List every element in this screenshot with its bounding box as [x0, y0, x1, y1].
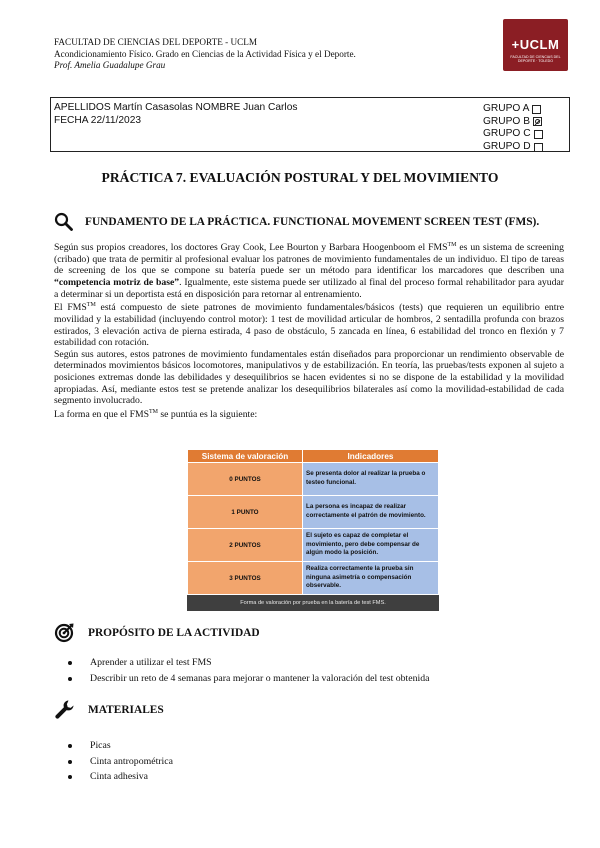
student-info: [54, 102, 297, 127]
column-header: Sistema de valoración: [188, 450, 303, 463]
table-row: [188, 529, 439, 562]
text: La forma en que el FMS: [54, 409, 149, 421]
trademark: TM: [148, 408, 158, 415]
group-label: GRUPO D: [483, 140, 531, 152]
page-title: PRÁCTICA 7. EVALUACIÓN POSTURAL Y DEL MOVIMIENTO: [101, 170, 499, 185]
text: . Igualmente, este sistema puede ser utilizado al final del proceso formal rehabilitador para ayudar a determinar si un deportista está en disposición para retornar al entrenamiento.: [54, 277, 564, 300]
section-heading: MATERIALES: [88, 704, 164, 716]
student-name: APELLIDOS Martín Casasolas NOMBRE Juan Carlos: [54, 102, 298, 113]
group-b-option[interactable]: [483, 116, 543, 129]
indicator-cell: Realiza correctamente la prueba sin ninguna asimetría o compensación observable.: [303, 562, 439, 595]
list-item: Cinta antropométrica: [68, 754, 173, 770]
fms-scoring-table: [187, 449, 439, 609]
scoring-table: [187, 449, 439, 595]
indicator-cell: El sujeto es capaz de completar el movimiento, pero debe compensar de algún modo la posición.: [303, 529, 439, 562]
group-checkboxes: [483, 103, 543, 153]
text: está compuesto de siete patrones de movimiento fundamentales/básicos (tests) que requieren un equilibrio entre movilidad y la estabilidad (incluyendo control motor): 1 test de movilidad articular de hombros, 2 sentadilla profunda con brazos estirados, 3 elevación activa de pierna estirada, 4 paso de obstáculo, 5 zancada en línea, 6 estabilidad del tronco en flexión y 7 estabilidad con rotación.: [54, 302, 564, 349]
text: se puntúa es la siguiente:: [157, 409, 258, 421]
table-row: [188, 463, 439, 496]
group-c-option[interactable]: [483, 128, 543, 141]
list-item: Describir un reto de 4 semanas para mejorar o mantener la valoración del test obtenida: [68, 671, 430, 687]
wrench-icon: [54, 699, 74, 721]
section-heading: PROPÓSITO DE LA ACTIVIDAD: [88, 627, 260, 639]
checked-checkbox-icon[interactable]: [533, 117, 542, 126]
text: es un sistema de screening (cribado) que trata de permitir al profesional evaluar los patrones de movimiento fundamentales de un individuo. El tipo de tareas de screening de los que se compone su batería puede ser un método para identificar los marcadores que describen una: [54, 242, 564, 277]
checkbox-icon[interactable]: [534, 143, 543, 152]
paragraph: [54, 300, 564, 349]
logo-text: +UCLM: [511, 37, 560, 52]
highlight-text: “competencia motriz de base”: [54, 277, 180, 289]
uclm-logo: [503, 19, 568, 71]
student-info-box: [50, 97, 570, 152]
checkbox-icon[interactable]: [532, 105, 541, 114]
header-professor: Prof. Amelia Guadalupe Grau: [54, 60, 166, 71]
search-icon: [54, 212, 73, 231]
points-cell: 1 PUNTO: [188, 496, 303, 529]
section-fundamento-heading: [54, 212, 539, 231]
header-faculty: FACULTAD DE CIENCIAS DEL DEPORTE - UCLM: [54, 37, 258, 47]
table-caption: Forma de valoración por prueba en la batería de test FMS.: [187, 595, 439, 611]
group-label: GRUPO A: [483, 103, 530, 114]
target-icon: [54, 623, 74, 643]
proposito-list: [68, 655, 430, 686]
paragraph: [54, 407, 564, 421]
logo-subtext: FACULTAD DE CIENCIAS DEL DEPORTE · TOLEDO: [510, 55, 561, 64]
points-cell: 3 PUNTOS: [188, 562, 303, 595]
indicator-cell: Se presenta dolor al realizar la prueba o testeo funcional.: [303, 463, 439, 496]
group-label: GRUPO B: [483, 115, 530, 127]
group-a-option[interactable]: [483, 103, 543, 116]
section-materiales-heading: [54, 699, 164, 721]
text: El FMS: [54, 302, 87, 314]
list-item: Aprender a utilizar el test FMS: [68, 655, 430, 671]
trademark: TM: [86, 302, 96, 309]
indicator-cell: La persona es incapaz de realizar correctamente el patrón de movimiento.: [303, 496, 439, 529]
group-label: GRUPO C: [483, 128, 531, 140]
list-item: Picas: [68, 738, 173, 754]
section-fundamento-body: [54, 240, 564, 421]
table-row: [188, 562, 439, 595]
trademark: TM: [447, 242, 457, 248]
paragraph: [54, 240, 564, 300]
materiales-list: [68, 738, 173, 785]
faculty-header: [54, 37, 356, 72]
paragraph: Según sus autores, estos patrones de movimiento fundamentales están diseñados para proporcionar un rendimiento observable de determinados movimientos básicos locomotores, manipulativos y de estabilización. En teoría, las pruebas/tests exponen al sujeto a posiciones extremas donde las debilidades y desequilibrios se hacen evidentes si no se dispone de la estabilidad y la movilidad apropiadas. Así, mediante estos test se pretende analizar los desequilibrios bilaterales así como la movilidad-estabilidad de cada segmento involucrado.: [54, 348, 564, 407]
table-header-row: [188, 450, 439, 463]
points-cell: 0 PUNTOS: [188, 463, 303, 496]
section-proposito-heading: [54, 623, 260, 643]
column-header: Indicadores: [303, 450, 439, 463]
student-date: FECHA 22/11/2023: [54, 114, 142, 126]
list-item: Cinta adhesiva: [68, 769, 173, 785]
table-row: [188, 496, 439, 529]
checkbox-icon[interactable]: [534, 130, 543, 139]
header-course: Acondicionamiento Físico. Grado en Ciencias de la Actividad Física y el Deporte.: [54, 48, 356, 59]
text: Según sus propios creadores, los doctores Gray Cook, Lee Bourton y Barbara Hoogenboom el FMS: [54, 242, 448, 254]
points-cell: 2 PUNTOS: [188, 529, 303, 562]
section-heading: FUNDAMENTO DE LA PRÁCTICA. FUNCTIONAL MOVEMENT SCREEN TEST (FMS).: [85, 215, 540, 228]
group-d-option[interactable]: [483, 141, 543, 154]
